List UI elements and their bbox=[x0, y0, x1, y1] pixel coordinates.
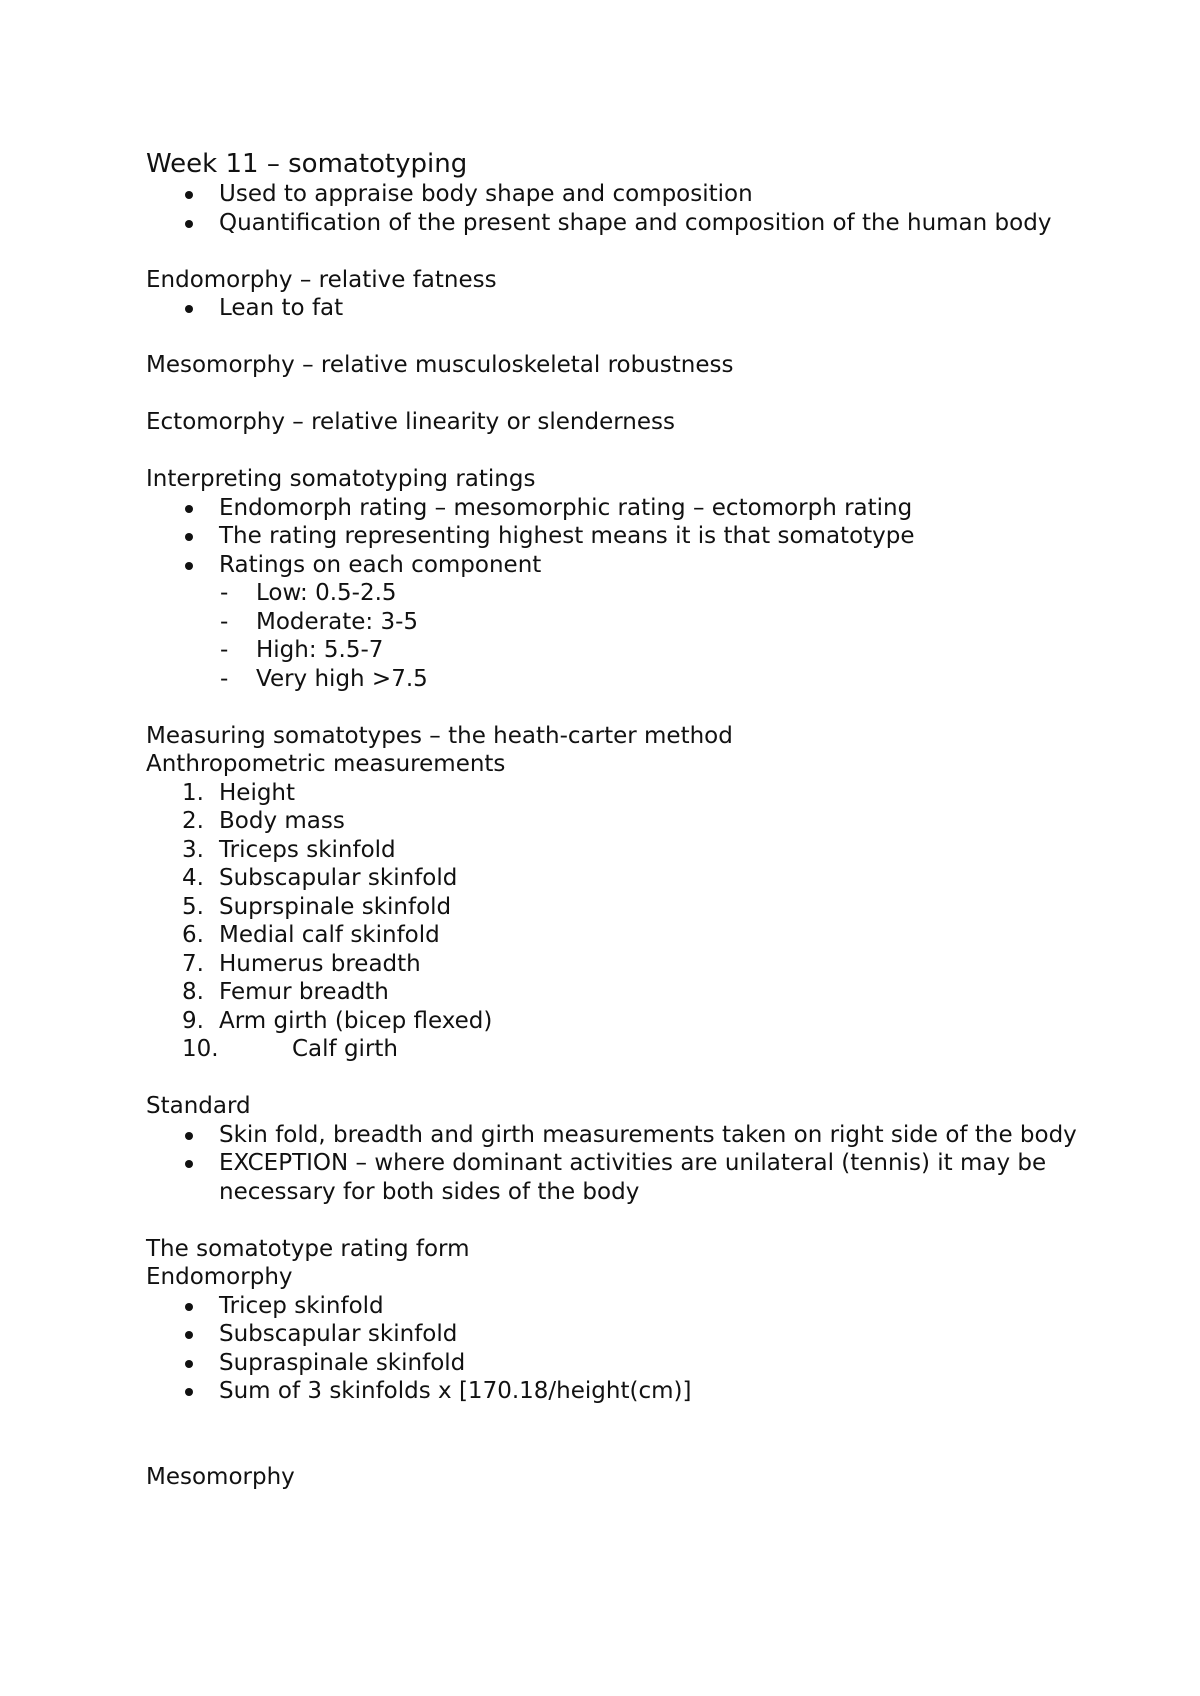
list-number: 7. bbox=[182, 950, 204, 977]
list-item bbox=[182, 864, 1086, 893]
mesomorphy-line: Mesomorphy – relative musculoskeletal robustness bbox=[146, 352, 734, 378]
list-text: Height bbox=[219, 779, 296, 806]
page-title: Week 11 – somatotyping bbox=[146, 149, 468, 179]
list-item bbox=[182, 1035, 1086, 1064]
list-number: 1. bbox=[182, 779, 204, 806]
list-item bbox=[182, 807, 1086, 836]
list-item bbox=[182, 893, 1086, 922]
endomorphy-heading: Endomorphy – relative fatness bbox=[146, 266, 497, 293]
list-item: Supraspinale skinfold bbox=[219, 1349, 1086, 1378]
list-number: 3. bbox=[182, 836, 204, 863]
document-content bbox=[146, 148, 1086, 1491]
list-item bbox=[182, 779, 1086, 808]
list-number: 6. bbox=[182, 922, 204, 948]
list-item: Used to appraise body shape and composition bbox=[219, 180, 1086, 209]
list-item: Quantification of the present shape and composition of the human body bbox=[219, 209, 1086, 238]
list-text: Arm girth (bicep flexed) bbox=[219, 1007, 493, 1034]
list-item: - Moderate: 3-5 bbox=[256, 608, 1086, 637]
list-number: 4. bbox=[182, 865, 204, 891]
interpreting-bullet-list bbox=[146, 494, 1086, 580]
list-item: Ratings on each component bbox=[219, 551, 1086, 580]
list-item: Endomorph rating – mesomorphic rating – ectomorph rating bbox=[219, 494, 1086, 523]
list-text: Triceps skinfold bbox=[219, 836, 396, 863]
list-number: 9. bbox=[182, 1007, 204, 1034]
list-text: Body mass bbox=[219, 808, 345, 834]
measurements-list bbox=[146, 779, 1086, 1064]
list-item: Tricep skinfold bbox=[219, 1292, 1086, 1321]
rating-range-list bbox=[146, 579, 1086, 693]
list-number: 10. bbox=[182, 1036, 219, 1062]
list-item: - Very high >7.5 bbox=[256, 665, 1086, 694]
list-item bbox=[182, 836, 1086, 865]
list-item bbox=[182, 950, 1086, 979]
list-item: - High: 5.5-7 bbox=[256, 636, 1086, 665]
list-number: 8. bbox=[182, 979, 204, 1005]
anthropometric-heading: Anthropometric measurements bbox=[146, 751, 506, 777]
standard-bullet-list bbox=[146, 1121, 1086, 1207]
list-item: Subscapular skinfold bbox=[219, 1320, 1086, 1349]
final-heading: Mesomorphy bbox=[146, 1463, 295, 1490]
endomorphy-bullet-list bbox=[146, 294, 1086, 323]
list-text: Calf girth bbox=[292, 1036, 398, 1062]
list-item: Skin fold, breadth and girth measurements taken on right side of the body bbox=[219, 1121, 1086, 1150]
ectomorphy-line: Ectomorphy – relative linearity or slenderness bbox=[146, 409, 675, 435]
list-text: Suprspinale skinfold bbox=[219, 893, 452, 920]
rating-form-subheading: Endomorphy bbox=[146, 1264, 293, 1290]
standard-heading: Standard bbox=[146, 1093, 251, 1119]
list-text: Subscapular skinfold bbox=[219, 865, 458, 891]
list-item bbox=[182, 921, 1086, 950]
rating-form-heading: The somatotype rating form bbox=[146, 1235, 470, 1262]
measuring-heading: Measuring somatotypes – the heath-carter method bbox=[146, 722, 733, 749]
list-number: 5. bbox=[182, 893, 204, 920]
interpreting-heading: Interpreting somatotyping ratings bbox=[146, 466, 536, 492]
list-item: Lean to fat bbox=[219, 294, 1086, 323]
list-text: Medial calf skinfold bbox=[219, 922, 440, 948]
list-item: - Low: 0.5-2.5 bbox=[256, 579, 1086, 608]
list-text: Humerus breadth bbox=[219, 950, 421, 977]
rating-form-bullet-list bbox=[146, 1292, 1086, 1406]
list-item bbox=[182, 978, 1086, 1007]
list-item bbox=[182, 1007, 1086, 1036]
intro-bullet-list bbox=[146, 180, 1086, 237]
list-number: 2. bbox=[182, 808, 204, 834]
list-item: The rating representing highest means it is that somatotype bbox=[219, 522, 1086, 551]
list-text: Femur breadth bbox=[219, 979, 389, 1005]
list-item: Sum of 3 skinfolds x [170.18/height(cm)] bbox=[219, 1377, 1086, 1406]
list-item: EXCEPTION – where dominant activities are unilateral (tennis) it may be necessary for both sides of the body bbox=[219, 1149, 1086, 1206]
